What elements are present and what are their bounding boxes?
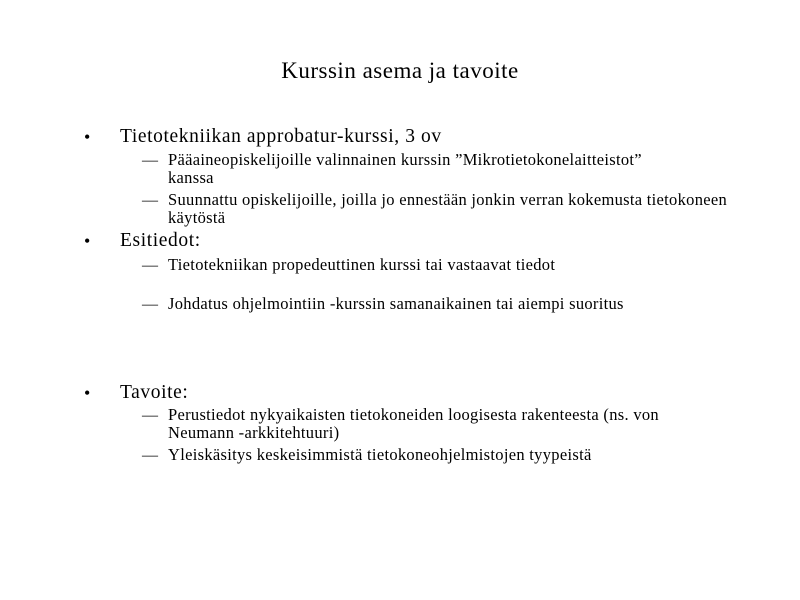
dash-icon: — xyxy=(142,257,158,274)
bullet-item xyxy=(0,230,800,254)
bullet-item xyxy=(0,126,800,150)
dash-icon: — xyxy=(142,407,158,424)
dash-icon: — xyxy=(142,192,158,209)
bullet-text: Esitiedot: xyxy=(120,230,201,251)
dash-icon: — xyxy=(142,296,158,313)
bullet-text: Tietotekniikan approbatur-kurssi, 3 ov xyxy=(120,126,442,147)
bullet-icon: • xyxy=(84,231,91,251)
bullet-text: Tavoite: xyxy=(120,382,189,403)
sub-bullet-text: Perustiedot nykyaikaisten tietokoneiden loogisesta rakenteesta (ns. von Neumann -arkkitehtuuri) xyxy=(168,405,659,442)
sub-bullet-text: Suunnattu opiskelijoille, joilla jo ennestään jonkin verran kokemusta tietokoneen käytöstä xyxy=(168,190,728,227)
sub-bullet-text: Yleiskäsitys keskeisimmistä tietokoneohjelmistojen tyypeistä xyxy=(168,445,592,464)
bullet-item xyxy=(0,382,800,406)
bullet-icon: • xyxy=(84,383,91,403)
bullet-icon: • xyxy=(84,127,91,147)
dash-icon: — xyxy=(142,152,158,169)
dash-icon: — xyxy=(142,447,158,464)
sub-bullet-text: Pääaineopiskelijoille valinnainen kurssin ”Mikrotietokonelaitteistot” kanssa xyxy=(168,150,642,187)
slide-title: Kurssin asema ja tavoite xyxy=(281,58,519,83)
sub-bullet-text: Johdatus ohjelmointiin -kurssin samanaikainen tai aiempi suoritus xyxy=(168,294,624,313)
sub-bullet-text: Tietotekniikan propedeuttinen kurssi tai vastaavat tiedot xyxy=(168,255,556,274)
